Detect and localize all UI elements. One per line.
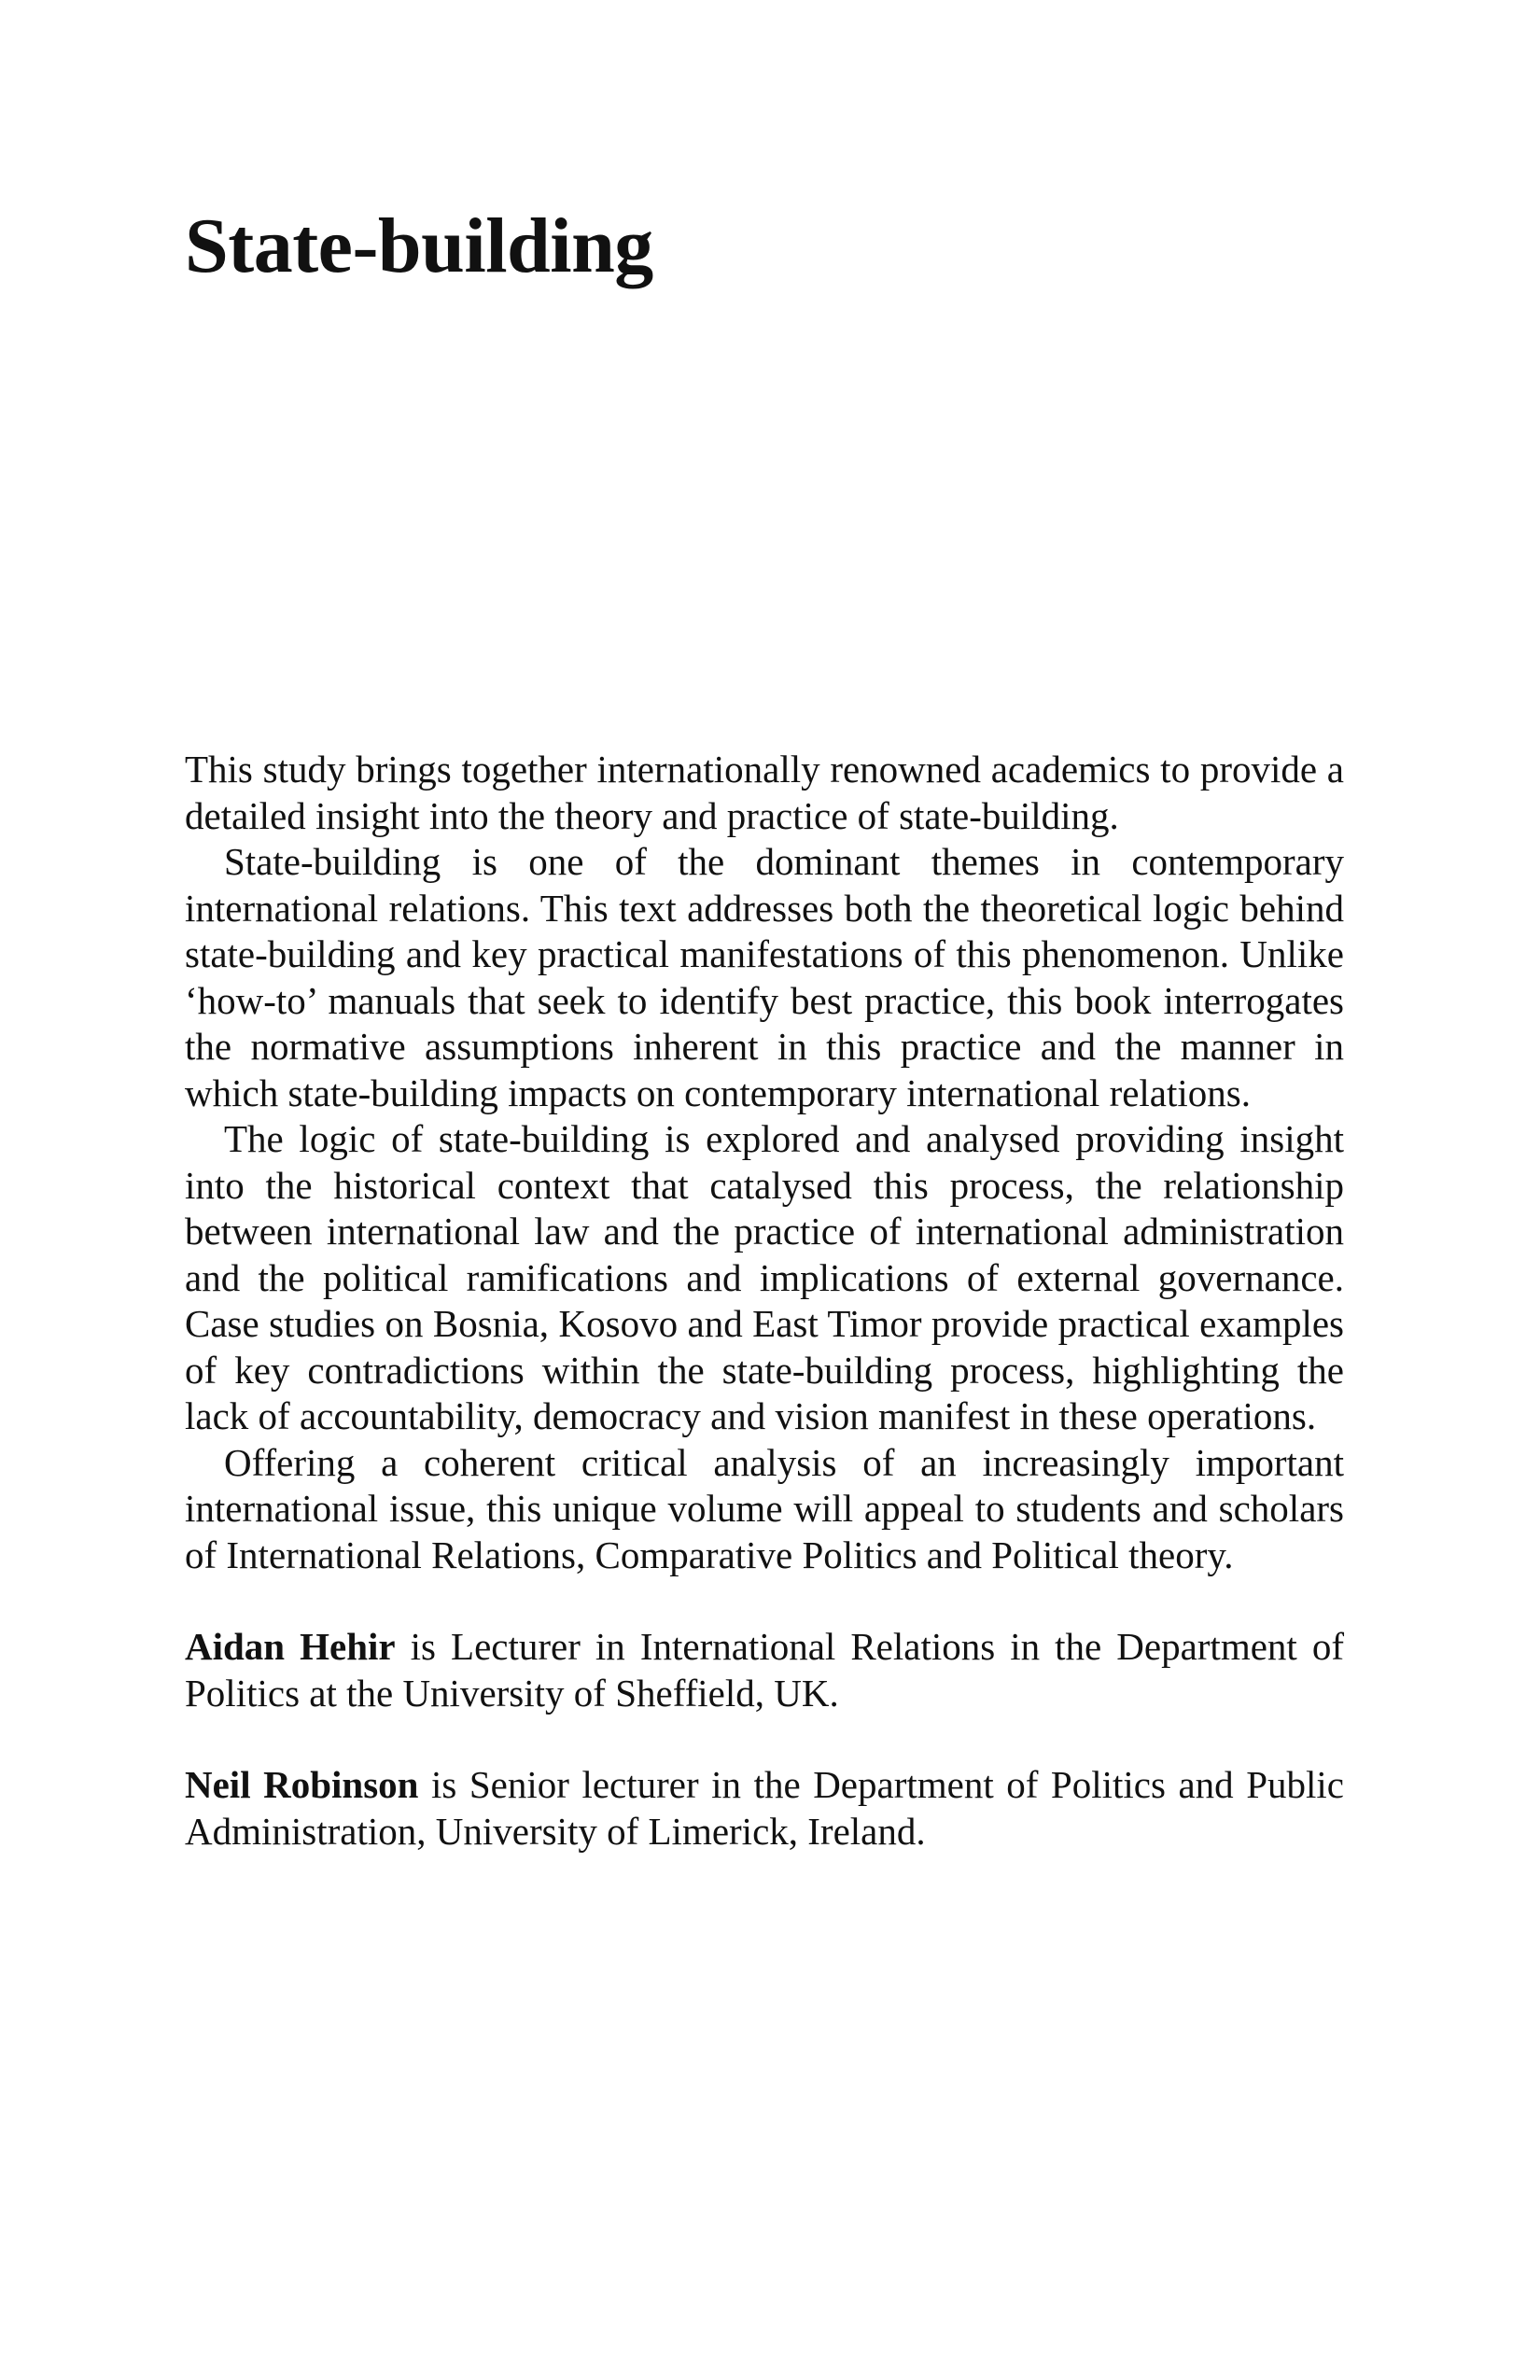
author-description: is Lecturer in International Relations in the Department of Politics at the University of Sheffield, UK. [185, 1625, 1344, 1715]
author-name: Aidan Hehir [185, 1625, 396, 1668]
author-description: is Senior lecturer in the Department of Politics and Public Administration, University of Limerick, Ireland. [185, 1763, 1344, 1853]
logic-paragraph: The logic of state-building is explored and analysed providing insight into the historical context that catalysed this process, the relationship between international law and the practice of international administration and the political ramifications and implications of external governance. Case studies on Bosnia, Kosovo and East Timor provide practical examples of key contradictions within the state-building process, highlighting the lack of accountability, democracy and vision manifest in these operations. [185, 1117, 1344, 1437]
author-bio [185, 1624, 1344, 1716]
blurb-body [185, 747, 1344, 1855]
audience-paragraph: Offering a coherent critical analysis of an increasingly important international issue, this unique volume will appeal to students and scholars of International Relations, Comparative Politics and Political theory. [185, 1440, 1344, 1576]
author-bio [185, 1762, 1344, 1855]
page-title: State-building [185, 203, 653, 289]
themes-paragraph: State-building is one of the dominant themes in contemporary international relations. This text addresses both the theoretical logic behind state-building and key practical manifestations of this phenomenon. Unlike ‘how-to’ manuals that seek to identify best practice, this book interrogates the normative assumptions inherent in this practice and the manner in which state-building impacts on contemporary international relations. [185, 840, 1344, 1114]
author-name: Neil Robinson [185, 1763, 419, 1806]
intro-paragraph: This study brings together internationally renowned academics to provide a detailed insight into the theory and practice of state-building. [185, 748, 1344, 837]
